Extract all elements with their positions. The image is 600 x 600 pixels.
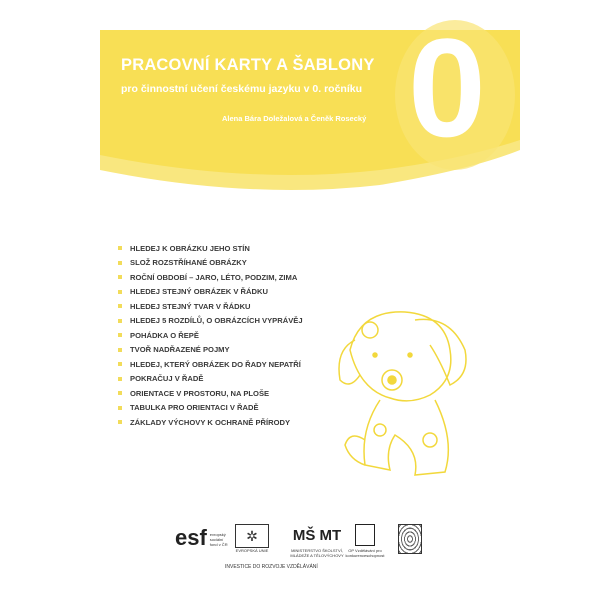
book-subtitle: pro činnostní učení českému jazyku v 0. ročníku	[121, 83, 362, 95]
bullet-icon	[118, 333, 122, 337]
eu-stars-icon: ✲	[235, 524, 269, 548]
bullet-icon	[118, 362, 122, 366]
list-item	[118, 415, 303, 430]
topic-label: TVOŘ NADŘAZENÉ POJMY	[130, 345, 230, 355]
bullet-icon	[118, 406, 122, 410]
msmt-logo: MŠ MT MINISTERSTVO ŠKOLSTVÍ, MLÁDEŽE A TĚLOVÝCHOVY	[290, 527, 344, 558]
op-logo: OP Vzdělávání pro konkurenceschopnost	[345, 524, 385, 558]
investice-text: INVESTICE DO ROZVOJE VZDĚLÁVÁNÍ	[225, 564, 318, 570]
list-item	[118, 299, 303, 314]
list-item	[118, 343, 303, 358]
school-logo	[398, 524, 424, 554]
book-title: PRACOVNÍ KARTY A ŠABLONY	[121, 56, 375, 74]
topic-list	[118, 241, 303, 430]
dog-illustration	[320, 300, 480, 490]
esf-logo: esf evropský sociální fond v ČR	[175, 525, 228, 550]
list-item	[118, 386, 303, 401]
bullet-icon	[118, 261, 122, 265]
list-item	[118, 241, 303, 256]
grade-number: 0	[408, 9, 486, 166]
list-item	[118, 357, 303, 372]
funding-logos	[170, 520, 440, 560]
topic-label: HLEDEJ STEJNÝ TVAR V ŘÁDKU	[130, 301, 251, 311]
bullet-icon	[118, 319, 122, 323]
list-item	[118, 328, 303, 343]
topic-label: POKRAČUJ V ŘADĚ	[130, 374, 204, 384]
book-authors: Alena Bára Doležalová a Čeněk Rosecký	[222, 114, 367, 123]
bullet-icon	[118, 290, 122, 294]
topic-label: POHÁDKA O ŘEPĚ	[130, 330, 199, 340]
topic-label: SLOŽ ROZSTŘÍHANÉ OBRÁZKY	[130, 258, 247, 268]
list-item	[118, 401, 303, 416]
topic-label: HLEDEJ K OBRÁZKU JEHO STÍN	[130, 243, 250, 253]
topic-label: HLEDEJ, KTERÝ OBRÁZEK DO ŘADY NEPATŘÍ	[130, 359, 301, 369]
bullet-icon	[118, 377, 122, 381]
topic-label: ZÁKLADY VÝCHOVY K OCHRANĚ PŘÍRODY	[130, 417, 291, 427]
bullet-icon	[118, 304, 122, 308]
bullet-icon	[118, 391, 122, 395]
bullet-icon	[118, 420, 122, 424]
list-item	[118, 314, 303, 329]
list-item	[118, 372, 303, 387]
bullet-icon	[118, 246, 122, 250]
eu-logo: ✲ EVROPSKÁ UNIE	[232, 524, 272, 553]
list-item	[118, 256, 303, 271]
topic-label: ROČNÍ OBDOBÍ – JARO, LÉTO, PODZIM, ZIMA	[130, 272, 298, 282]
bullet-icon	[118, 275, 122, 279]
topic-label: HLEDEJ 5 ROZDÍLŮ, O OBRÁZCÍCH VYPRÁVĚJ	[130, 316, 303, 326]
topic-label: HLEDEJ STEJNÝ OBRÁZEK V ŘÁDKU	[130, 287, 268, 297]
list-item	[118, 270, 303, 285]
topic-label: ORIENTACE V PROSTORU, NA PLOŠE	[130, 388, 270, 398]
list-item	[118, 285, 303, 300]
op-icon	[355, 524, 375, 546]
bullet-icon	[118, 348, 122, 352]
topic-label: TABULKA PRO ORIENTACI V ŘADĚ	[130, 403, 259, 413]
school-emblem-icon	[398, 524, 422, 554]
